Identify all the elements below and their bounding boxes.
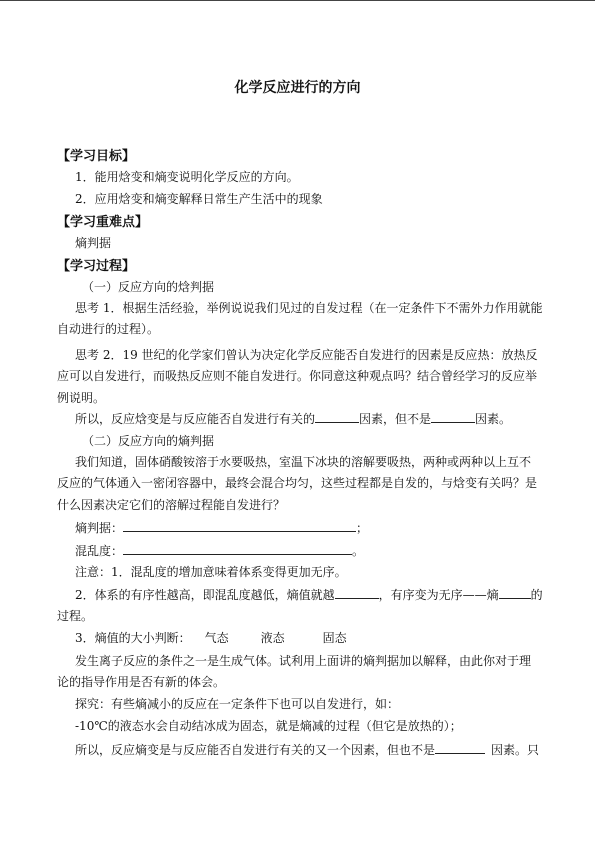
ion-reaction-line-2: 论的指导作用是否有新的体会。 [57,675,226,689]
state-solid: 固态 [322,631,347,645]
water-example: -10℃的液态水会自动结冰成为固态，就是熵减的过程（但它是放热的）； [75,719,462,733]
entropy-criterion-end: ； [356,521,369,535]
blank-disorder[interactable] [123,542,352,555]
blank-enthalpy-factor[interactable] [315,410,359,423]
conclusion-enthalpy [75,410,560,427]
think-2-line-1: 思考 2．19 世纪的化学家们曾认为决定化学反应能否自发进行的因素是反应热：放热反 [75,348,538,362]
conclusion-enthalpy-text-1: 所以，反应焓变是与反应能否自发进行有关的 [75,412,316,426]
section-heading-objectives: 【学习目标】 [57,149,136,164]
think-2-line-3: 例说明。 [57,391,106,405]
disorder-row [75,542,560,559]
entropy-criterion-label: 熵判据： [75,521,124,535]
blank-entropy-change[interactable] [499,586,531,599]
section-heading-process: 【学习过程】 [57,259,136,274]
subheading-entropy: （二）反应方向的熵判据 [82,434,215,448]
conclusion-entropy [75,741,560,758]
header-rule [0,0,595,1]
entropy-criterion-row [75,519,560,536]
page-title: 化学反应进行的方向 [234,80,361,96]
blank-entropy-sole[interactable] [435,741,485,754]
note-2-line-2: 过程。 [57,609,94,623]
know-line-1: 我们知道，固体硝酸铵溶于水要吸热，室温下冰块的溶解要吸热，两种或两种以上互不 [75,455,532,469]
explore-line: 探究：有些熵减小的反应在一定条件下也可以自发进行，如： [75,697,400,711]
disorder-end: 。 [352,544,365,558]
state-gas: 气态 [204,631,229,645]
conclusion-entropy-text-2: 因素。只 [491,743,540,757]
note-3-label: 3．熵值的大小判断： [75,631,191,645]
subheading-enthalpy: （一）反应方向的焓判据 [82,280,215,294]
blank-entropy-value[interactable] [335,586,379,599]
think-1-line-2: 自动进行的过程）。 [57,322,160,336]
note-2-text-2: ，有序变为无序——熵 [378,588,499,602]
note-1: 注意：1．混乱度的增加意味着体系变得更加无序。 [75,565,347,579]
key-point-1: 熵判据 [75,236,112,250]
conclusion-enthalpy-text-2: 因素，但不是 [359,412,432,426]
blank-enthalpy-sole[interactable] [431,410,475,423]
think-1-line-1: 思考 1．根据生活经验，举例说说我们见过的自发过程（在一定条件下不需外力作用就能 [75,301,543,315]
note-2-text-1: 2．体系的有序性越高，即混乱度越低，熵值就越 [75,588,335,602]
section-heading-key-points: 【学习重难点】 [57,215,149,230]
disorder-label: 混乱度： [75,544,124,558]
note-2-text-3: 的 [530,588,543,602]
ion-reaction-line-1: 发生离子反应的条件之一是生成气体。试利用上面讲的熵判据加以解释，由此你对于理 [75,654,532,668]
objective-1: 1．能用焓变和熵变说明化学反应的方向。 [75,170,299,184]
note-3-row [75,629,560,646]
conclusion-entropy-text-1: 所以，反应熵变是与反应能否自发进行有关的又一个因素，但也不是 [75,743,436,757]
think-2-line-2: 应可以自发进行，而吸热反应则不能自发进行。你同意这种观点吗？结合曾经学习的反应举 [57,369,538,383]
note-2-line-1 [75,586,560,603]
know-line-3: 什么因素决定它们的溶解过程能自发进行？ [57,498,286,512]
know-line-2: 反应的气体通入一密闭容器中，最终会混合均匀，这些过程都是自发的，与焓变有关吗？是 [57,476,538,490]
conclusion-enthalpy-text-3: 因素。 [475,412,512,426]
blank-entropy-criterion[interactable] [123,519,356,532]
objective-2: 2．应用焓变和熵变解释日常生产生活中的现象 [75,192,323,206]
state-liquid: 液态 [260,631,285,645]
